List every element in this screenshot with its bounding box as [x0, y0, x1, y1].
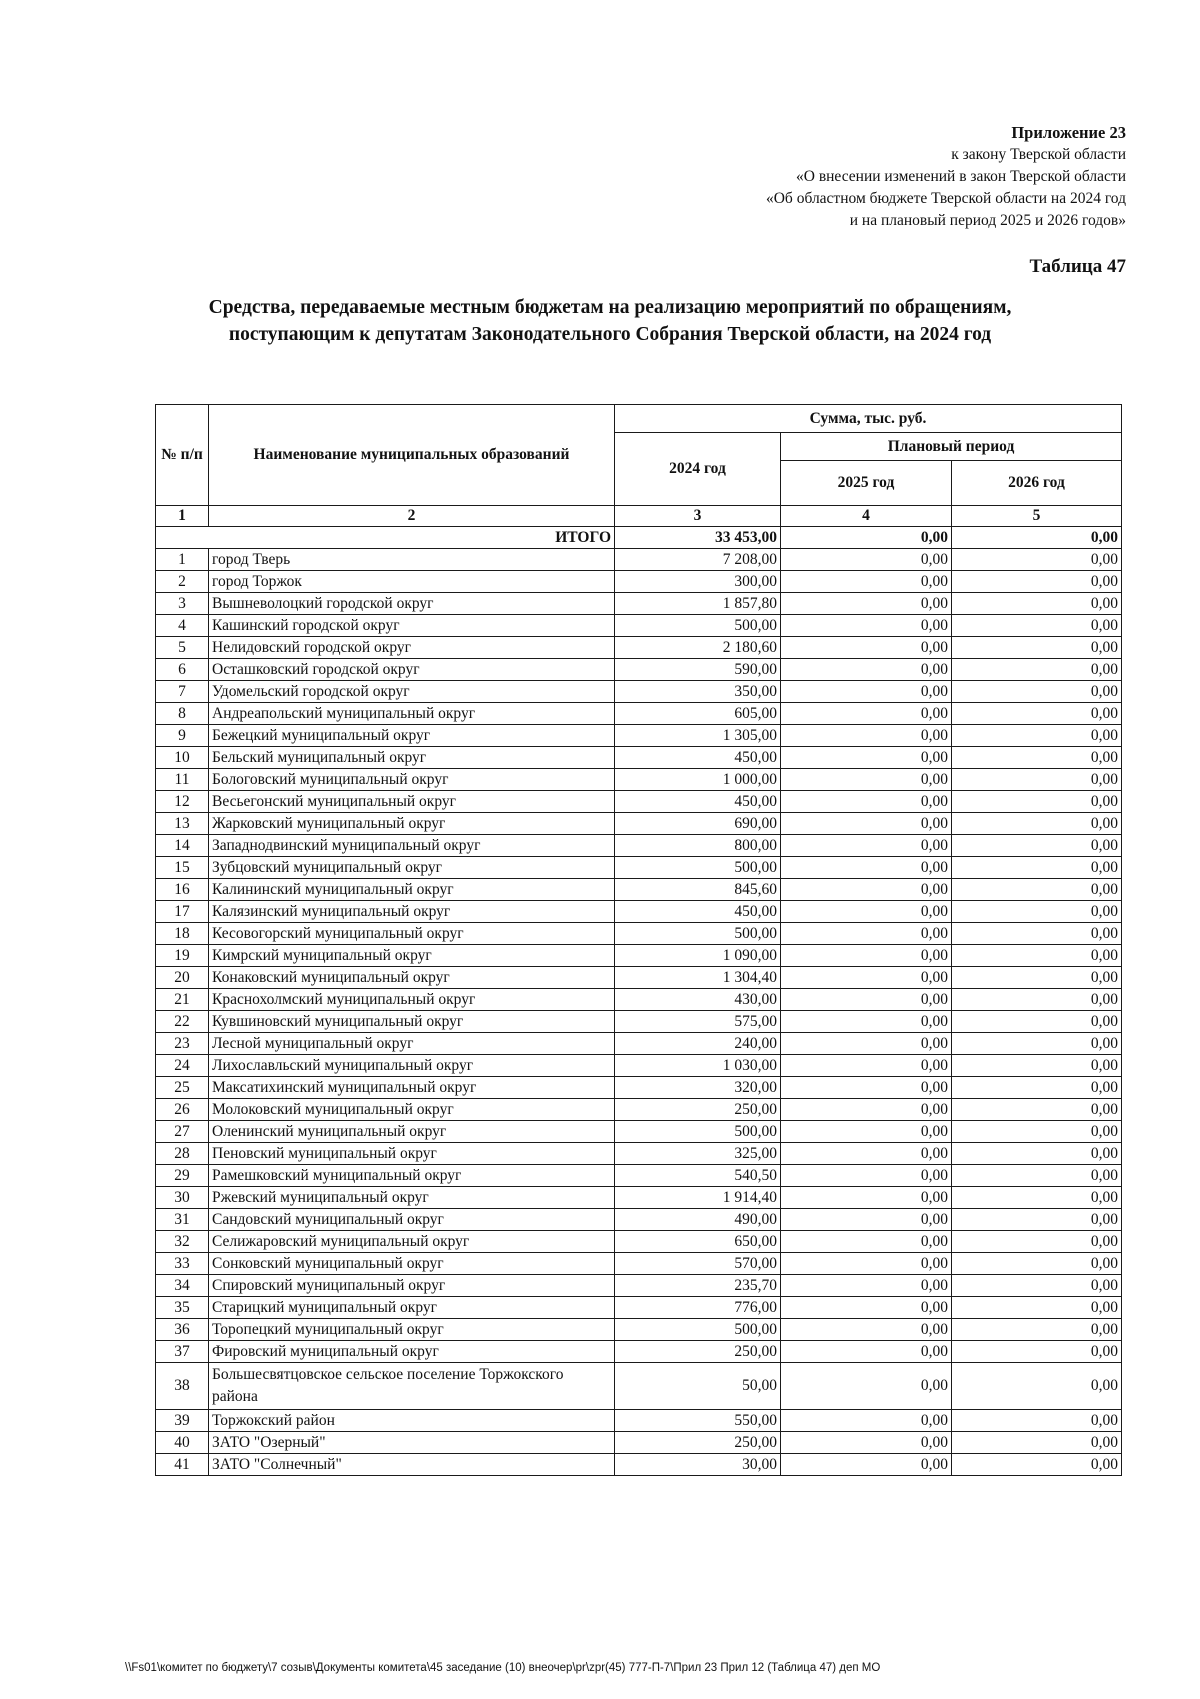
- table-row: [156, 945, 1122, 967]
- municipality-name: Старицкий муниципальный округ: [209, 1297, 615, 1319]
- municipality-name: Кесовогорский муниципальный округ: [209, 923, 615, 945]
- table-row: [156, 1209, 1122, 1231]
- row-number: 31: [156, 1209, 209, 1231]
- amount-2025: 0,00: [781, 1410, 952, 1432]
- amount-2026: 0,00: [952, 681, 1122, 703]
- table-row: [156, 989, 1122, 1011]
- column-number: 1: [156, 506, 209, 527]
- table-row: [156, 1143, 1122, 1165]
- amount-2024: 2 180,60: [615, 637, 781, 659]
- table-row: [156, 1454, 1122, 1476]
- amount-2026: 0,00: [952, 571, 1122, 593]
- amount-2026: 0,00: [952, 923, 1122, 945]
- municipality-name: Торжокский район: [209, 1410, 615, 1432]
- amount-2025: 0,00: [781, 901, 952, 923]
- row-number: 30: [156, 1187, 209, 1209]
- amount-2024: 50,00: [615, 1363, 781, 1410]
- column-number: 3: [615, 506, 781, 527]
- table-row: [156, 1319, 1122, 1341]
- amount-2024: 1 304,40: [615, 967, 781, 989]
- amount-2025: 0,00: [781, 1143, 952, 1165]
- amount-2026: 0,00: [952, 879, 1122, 901]
- amount-2026: 0,00: [952, 1143, 1122, 1165]
- amount-2025: 0,00: [781, 857, 952, 879]
- amount-2024: 500,00: [615, 857, 781, 879]
- header-2024: 2024 год: [615, 433, 781, 506]
- table-row: [156, 1055, 1122, 1077]
- appendix-line: «Об областном бюджете Тверской области на 2024 год: [765, 190, 1126, 207]
- municipality-name: Молоковский муниципальный округ: [209, 1099, 615, 1121]
- amount-2026: 0,00: [952, 1275, 1122, 1297]
- municipality-name: Калининский муниципальный округ: [209, 879, 615, 901]
- amount-2024: 500,00: [615, 615, 781, 637]
- row-number: 15: [156, 857, 209, 879]
- municipality-name: Кашинский городской округ: [209, 615, 615, 637]
- municipality-name: ЗАТО "Озерный": [209, 1432, 615, 1454]
- municipality-name: Большесвятцовское сельское поселение Торжокского района: [209, 1363, 615, 1410]
- row-number: 7: [156, 681, 209, 703]
- amount-2025: 0,00: [781, 967, 952, 989]
- amount-2025: 0,00: [781, 1319, 952, 1341]
- amount-2024: 240,00: [615, 1033, 781, 1055]
- municipality-name: Краснохолмский муниципальный округ: [209, 989, 615, 1011]
- row-number: 11: [156, 769, 209, 791]
- amount-2026: 0,00: [952, 1410, 1122, 1432]
- total-2025: 0,00: [781, 527, 952, 549]
- amount-2024: 1 090,00: [615, 945, 781, 967]
- amount-2026: 0,00: [952, 1297, 1122, 1319]
- table-row: [156, 1253, 1122, 1275]
- table-row: [156, 1432, 1122, 1454]
- amount-2024: 7 208,00: [615, 549, 781, 571]
- amount-2024: 690,00: [615, 813, 781, 835]
- amount-2026: 0,00: [952, 659, 1122, 681]
- amount-2026: 0,00: [952, 1363, 1122, 1410]
- amount-2024: 776,00: [615, 1297, 781, 1319]
- amount-2025: 0,00: [781, 835, 952, 857]
- row-number: 20: [156, 967, 209, 989]
- amount-2025: 0,00: [781, 1165, 952, 1187]
- amount-2026: 0,00: [952, 1077, 1122, 1099]
- row-number: 36: [156, 1319, 209, 1341]
- table-row: [156, 1410, 1122, 1432]
- amount-2025: 0,00: [781, 879, 952, 901]
- amount-2025: 0,00: [781, 1454, 952, 1476]
- amount-2026: 0,00: [952, 1341, 1122, 1363]
- municipality-name: Оленинский муниципальный округ: [209, 1121, 615, 1143]
- row-number: 32: [156, 1231, 209, 1253]
- municipality-name: Селижаровский муниципальный округ: [209, 1231, 615, 1253]
- total-2026: 0,00: [952, 527, 1122, 549]
- municipality-name: Бежецкий муниципальный округ: [209, 725, 615, 747]
- table-row: [156, 1341, 1122, 1363]
- amount-2026: 0,00: [952, 615, 1122, 637]
- total-label: ИТОГО: [156, 527, 615, 549]
- table-row: [156, 1011, 1122, 1033]
- row-number: 28: [156, 1143, 209, 1165]
- municipality-name: город Тверь: [209, 549, 615, 571]
- municipality-name: город Торжок: [209, 571, 615, 593]
- amount-2025: 0,00: [781, 593, 952, 615]
- table-row: [156, 1231, 1122, 1253]
- header-sum: Сумма, тыс. руб.: [615, 405, 1122, 433]
- amount-2024: 570,00: [615, 1253, 781, 1275]
- amount-2024: 1 000,00: [615, 769, 781, 791]
- amount-2024: 250,00: [615, 1341, 781, 1363]
- amount-2025: 0,00: [781, 1275, 952, 1297]
- municipality-name: Жарковский муниципальный округ: [209, 813, 615, 835]
- table-row: [156, 659, 1122, 681]
- table-row: [156, 1033, 1122, 1055]
- row-number: 35: [156, 1297, 209, 1319]
- amount-2026: 0,00: [952, 901, 1122, 923]
- amount-2026: 0,00: [952, 593, 1122, 615]
- row-number: 13: [156, 813, 209, 835]
- header-name: Наименование муниципальных образований: [209, 405, 615, 506]
- amount-2025: 0,00: [781, 1231, 952, 1253]
- municipality-name: Спировский муниципальный округ: [209, 1275, 615, 1297]
- amount-2026: 0,00: [952, 989, 1122, 1011]
- amount-2026: 0,00: [952, 857, 1122, 879]
- appendix-line: «О внесении изменений в закон Тверской области: [796, 168, 1126, 185]
- row-number: 23: [156, 1033, 209, 1055]
- row-number: 8: [156, 703, 209, 725]
- row-number: 6: [156, 659, 209, 681]
- amount-2026: 0,00: [952, 1187, 1122, 1209]
- row-number: 3: [156, 593, 209, 615]
- table-row: [156, 813, 1122, 835]
- amount-2025: 0,00: [781, 769, 952, 791]
- amount-2025: 0,00: [781, 813, 952, 835]
- row-number: 26: [156, 1099, 209, 1121]
- amount-2024: 575,00: [615, 1011, 781, 1033]
- amount-2024: 650,00: [615, 1231, 781, 1253]
- amount-2024: 430,00: [615, 989, 781, 1011]
- amount-2026: 0,00: [952, 703, 1122, 725]
- table-row: [156, 835, 1122, 857]
- table-row: [156, 549, 1122, 571]
- header-2025: 2025 год: [781, 461, 952, 506]
- amount-2025: 0,00: [781, 659, 952, 681]
- table-row: [156, 967, 1122, 989]
- amount-2026: 0,00: [952, 769, 1122, 791]
- row-number: 4: [156, 615, 209, 637]
- amount-2026: 0,00: [952, 1033, 1122, 1055]
- amount-2025: 0,00: [781, 571, 952, 593]
- amount-2025: 0,00: [781, 725, 952, 747]
- row-number: 21: [156, 989, 209, 1011]
- table-row: [156, 901, 1122, 923]
- budget-table: [155, 404, 1122, 1476]
- amount-2024: 30,00: [615, 1454, 781, 1476]
- row-number: 22: [156, 1011, 209, 1033]
- row-number: 37: [156, 1341, 209, 1363]
- municipality-name: ЗАТО "Солнечный": [209, 1454, 615, 1476]
- amount-2025: 0,00: [781, 1209, 952, 1231]
- amount-2024: 500,00: [615, 1319, 781, 1341]
- amount-2025: 0,00: [781, 1033, 952, 1055]
- amount-2024: 605,00: [615, 703, 781, 725]
- amount-2025: 0,00: [781, 549, 952, 571]
- amount-2024: 1 305,00: [615, 725, 781, 747]
- table-row: [156, 1363, 1122, 1410]
- row-number: 12: [156, 791, 209, 813]
- municipality-name: Весьегонский муниципальный округ: [209, 791, 615, 813]
- amount-2024: 450,00: [615, 747, 781, 769]
- column-number: 4: [781, 506, 952, 527]
- amount-2026: 0,00: [952, 791, 1122, 813]
- table-row: [156, 1275, 1122, 1297]
- row-number: 10: [156, 747, 209, 769]
- amount-2025: 0,00: [781, 923, 952, 945]
- amount-2026: 0,00: [952, 637, 1122, 659]
- municipality-name: Кимрский муниципальный округ: [209, 945, 615, 967]
- header-plan-period: Плановый период: [781, 433, 1122, 461]
- municipality-name: Лесной муниципальный округ: [209, 1033, 615, 1055]
- table-row: [156, 769, 1122, 791]
- row-number: 1: [156, 549, 209, 571]
- municipality-name: Торопецкий муниципальный округ: [209, 1319, 615, 1341]
- document-title-line: поступающим к депутатам Законодательного Собрания Тверской области, на 2024 год: [228, 324, 992, 345]
- amount-2024: 500,00: [615, 1121, 781, 1143]
- municipality-name: Конаковский муниципальный округ: [209, 967, 615, 989]
- amount-2024: 1 914,40: [615, 1187, 781, 1209]
- amount-2026: 0,00: [952, 549, 1122, 571]
- table-row: [156, 593, 1122, 615]
- municipality-name: Пеновский муниципальный округ: [209, 1143, 615, 1165]
- row-number: 41: [156, 1454, 209, 1476]
- amount-2024: 450,00: [615, 901, 781, 923]
- amount-2025: 0,00: [781, 945, 952, 967]
- table-row: [156, 725, 1122, 747]
- row-number: 38: [156, 1363, 209, 1410]
- row-number: 25: [156, 1077, 209, 1099]
- amount-2026: 0,00: [952, 1165, 1122, 1187]
- amount-2024: 350,00: [615, 681, 781, 703]
- document-title-line: Средства, передаваемые местным бюджетам на реализацию мероприятий по обращениям,: [208, 297, 1012, 318]
- row-number: 17: [156, 901, 209, 923]
- amount-2024: 320,00: [615, 1077, 781, 1099]
- municipality-name: Ржевский муниципальный округ: [209, 1187, 615, 1209]
- amount-2024: 590,00: [615, 659, 781, 681]
- amount-2025: 0,00: [781, 1432, 952, 1454]
- column-number: 2: [209, 506, 615, 527]
- amount-2026: 0,00: [952, 835, 1122, 857]
- municipality-name: Сонковский муниципальный округ: [209, 1253, 615, 1275]
- amount-2025: 0,00: [781, 1363, 952, 1410]
- municipality-name: Бологовский муниципальный округ: [209, 769, 615, 791]
- total-2024: 33 453,00: [615, 527, 781, 549]
- table-label: Таблица 47: [1029, 256, 1126, 277]
- table-row: [156, 1165, 1122, 1187]
- amount-2025: 0,00: [781, 1187, 952, 1209]
- row-number: 29: [156, 1165, 209, 1187]
- amount-2026: 0,00: [952, 945, 1122, 967]
- municipality-name: Западнодвинский муниципальный округ: [209, 835, 615, 857]
- amount-2025: 0,00: [781, 1011, 952, 1033]
- row-number: 24: [156, 1055, 209, 1077]
- amount-2026: 0,00: [952, 1011, 1122, 1033]
- amount-2024: 1 030,00: [615, 1055, 781, 1077]
- municipality-name: Удомельский городской округ: [209, 681, 615, 703]
- municipality-name: Фировский муниципальный округ: [209, 1341, 615, 1363]
- municipality-name: Вышневолоцкий городской округ: [209, 593, 615, 615]
- amount-2025: 0,00: [781, 1253, 952, 1275]
- amount-2024: 300,00: [615, 571, 781, 593]
- row-number: 9: [156, 725, 209, 747]
- amount-2024: 450,00: [615, 791, 781, 813]
- row-number: 39: [156, 1410, 209, 1432]
- municipality-name: Андреапольский муниципальный округ: [209, 703, 615, 725]
- amount-2025: 0,00: [781, 989, 952, 1011]
- amount-2025: 0,00: [781, 681, 952, 703]
- appendix-title: Приложение 23: [1011, 123, 1126, 142]
- table-row: [156, 681, 1122, 703]
- total-row: [156, 527, 1122, 549]
- row-number: 34: [156, 1275, 209, 1297]
- table-row: [156, 879, 1122, 901]
- amount-2026: 0,00: [952, 1099, 1122, 1121]
- table-row: [156, 791, 1122, 813]
- table-row: [156, 1099, 1122, 1121]
- table-row: [156, 1297, 1122, 1319]
- row-number: 5: [156, 637, 209, 659]
- amount-2026: 0,00: [952, 1432, 1122, 1454]
- amount-2026: 0,00: [952, 1454, 1122, 1476]
- table-row: [156, 1077, 1122, 1099]
- amount-2025: 0,00: [781, 703, 952, 725]
- row-number: 33: [156, 1253, 209, 1275]
- municipality-name: Сандовский муниципальный округ: [209, 1209, 615, 1231]
- row-number: 18: [156, 923, 209, 945]
- amount-2024: 490,00: [615, 1209, 781, 1231]
- header-2026: 2026 год: [952, 461, 1122, 506]
- amount-2026: 0,00: [952, 967, 1122, 989]
- amount-2024: 500,00: [615, 923, 781, 945]
- amount-2024: 540,50: [615, 1165, 781, 1187]
- amount-2026: 0,00: [952, 1055, 1122, 1077]
- amount-2026: 0,00: [952, 1209, 1122, 1231]
- amount-2025: 0,00: [781, 637, 952, 659]
- table-row: [156, 703, 1122, 725]
- amount-2024: 800,00: [615, 835, 781, 857]
- municipality-name: Лихославльский муниципальный округ: [209, 1055, 615, 1077]
- amount-2026: 0,00: [952, 725, 1122, 747]
- appendix-block: [766, 122, 1126, 232]
- amount-2026: 0,00: [952, 747, 1122, 769]
- municipality-name: Зубцовский муниципальный округ: [209, 857, 615, 879]
- municipality-name: Осташковский городской округ: [209, 659, 615, 681]
- amount-2025: 0,00: [781, 1099, 952, 1121]
- header-num: № п/п: [156, 405, 209, 506]
- amount-2025: 0,00: [781, 615, 952, 637]
- table-row: [156, 637, 1122, 659]
- table-row: [156, 615, 1122, 637]
- column-number: 5: [952, 506, 1122, 527]
- amount-2024: 250,00: [615, 1099, 781, 1121]
- amount-2025: 0,00: [781, 1077, 952, 1099]
- appendix-line: и на плановый период 2025 и 2026 годов»: [849, 212, 1126, 229]
- amount-2024: 1 857,80: [615, 593, 781, 615]
- table-row: [156, 1187, 1122, 1209]
- amount-2025: 0,00: [781, 747, 952, 769]
- municipality-name: Рамешковский муниципальный округ: [209, 1165, 615, 1187]
- file-path-footer: \\Fs01\комитет по бюджету\7 созыв\Документы комитета\45 заседание (10) внеочер\pr\zpr(45) 777-П-7\Прил 23 Прил 12 (Таблица 47) деп МО: [125, 1662, 881, 1674]
- table-row: [156, 923, 1122, 945]
- amount-2025: 0,00: [781, 791, 952, 813]
- row-number: 16: [156, 879, 209, 901]
- table-row: [156, 857, 1122, 879]
- amount-2025: 0,00: [781, 1341, 952, 1363]
- amount-2025: 0,00: [781, 1297, 952, 1319]
- amount-2024: 250,00: [615, 1432, 781, 1454]
- amount-2026: 0,00: [952, 813, 1122, 835]
- row-number: 14: [156, 835, 209, 857]
- row-number: 40: [156, 1432, 209, 1454]
- amount-2024: 845,60: [615, 879, 781, 901]
- table-row: [156, 571, 1122, 593]
- amount-2025: 0,00: [781, 1055, 952, 1077]
- amount-2026: 0,00: [952, 1319, 1122, 1341]
- amount-2026: 0,00: [952, 1121, 1122, 1143]
- municipality-name: Кувшиновский муниципальный округ: [209, 1011, 615, 1033]
- municipality-name: Бельский муниципальный округ: [209, 747, 615, 769]
- amount-2025: 0,00: [781, 1121, 952, 1143]
- amount-2024: 550,00: [615, 1410, 781, 1432]
- amount-2024: 325,00: [615, 1143, 781, 1165]
- amount-2026: 0,00: [952, 1231, 1122, 1253]
- document-title: [150, 294, 1070, 348]
- appendix-line: к закону Тверской области: [951, 146, 1126, 163]
- table-row: [156, 1121, 1122, 1143]
- table-row: [156, 747, 1122, 769]
- row-number: 19: [156, 945, 209, 967]
- amount-2024: 235,70: [615, 1275, 781, 1297]
- municipality-name: Максатихинский муниципальный округ: [209, 1077, 615, 1099]
- municipality-name: Калязинский муниципальный округ: [209, 901, 615, 923]
- row-number: 27: [156, 1121, 209, 1143]
- municipality-name: Нелидовский городской округ: [209, 637, 615, 659]
- amount-2026: 0,00: [952, 1253, 1122, 1275]
- row-number: 2: [156, 571, 209, 593]
